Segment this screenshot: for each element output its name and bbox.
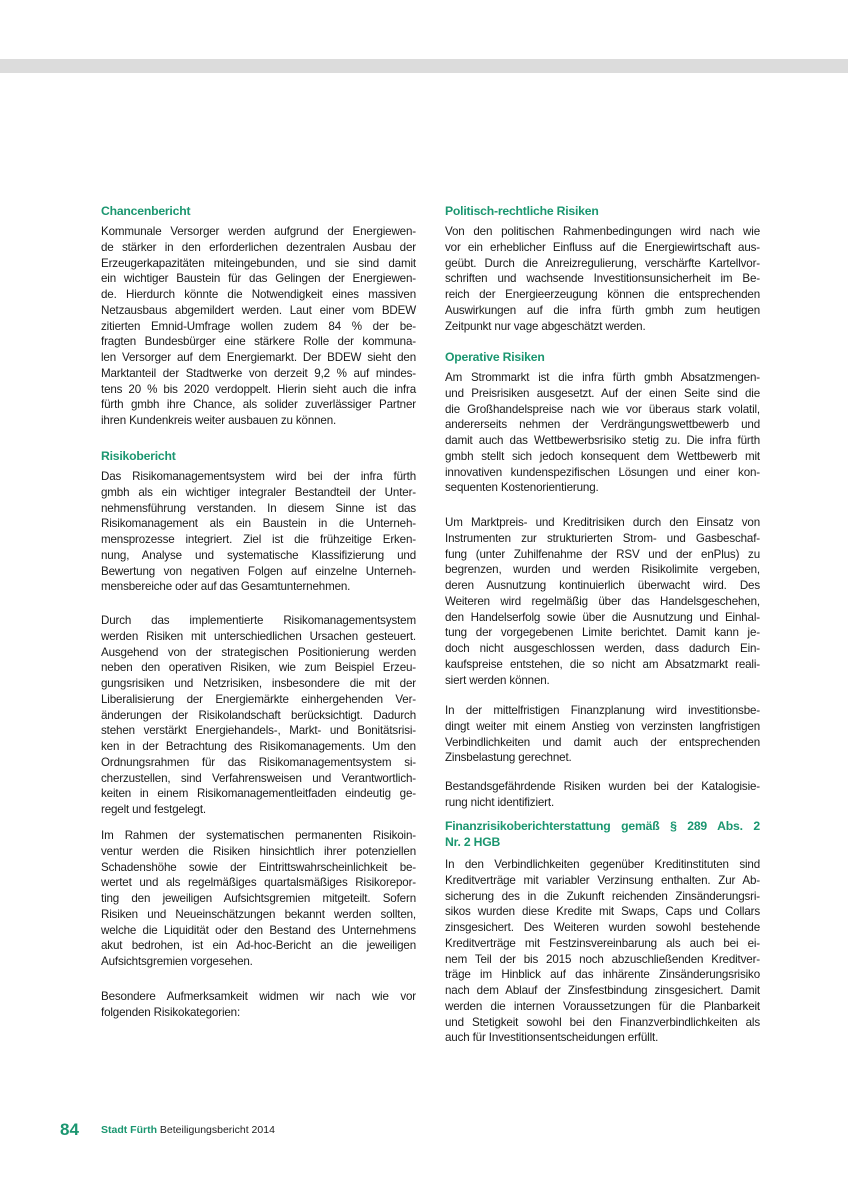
text-line: Im Rahmen der systematischen permanenten Risikoin- <box>101 829 416 842</box>
text-line: werden Risiken mit unterschiedlichen Ursachen gesteuert. <box>101 629 416 643</box>
heading-line: Nr. 2 HGB <box>445 835 501 849</box>
text-line: sikos wurden diese Kredite mit Swaps, Caps und Collars <box>445 905 760 919</box>
text-line: Bewertung von negativen Folgen auf einzelne Unterneh- <box>101 564 416 578</box>
text-line: Marktanteil der Stadtwerke von derzeit 9,2 % auf mindes- <box>101 366 416 380</box>
text-line: kaufspreise entstehen, die so nicht am Absatzmarkt reali- <box>445 657 760 671</box>
heading-operative-risiken: Operative Risiken <box>445 350 545 364</box>
paragraph-risiko-3 <box>101 828 416 970</box>
page-number: 84 <box>60 1120 79 1139</box>
text-line: nehmensführung verstanden. In diesem Sinne ist das <box>101 501 416 515</box>
text-line: Um Marktpreis- und Kreditrisiken durch den Einsatz von <box>445 516 760 529</box>
text-line: Ordnungsrahmen für das Risikomanagementsystem si- <box>101 755 416 769</box>
text-line: fürth gmbh ihre Chance, als solider zuverlässiger Partner <box>101 398 416 412</box>
text-line: mensbereiche oder auf das Gesamtunternehmen. <box>101 580 351 594</box>
text-line: träge im Hinblick auf das inhärente Zinsänderungsrisiko <box>445 968 760 982</box>
text-line: Von den politischen Rahmenbedingungen wird nach wie <box>445 225 760 238</box>
text-line: Besondere Aufmerksamkeit widmen wir nach wie vor <box>101 990 416 1003</box>
text-line: damit auch das Wettbewerbsrisiko stetig zu. Die infra fürth <box>445 434 760 447</box>
text-line: fragten Bundesbürger eine stärkere Rolle der kommuna- <box>101 335 416 349</box>
text-line: regelt und festgelegt. <box>101 803 206 816</box>
text-line: akut bedrohen, ist ein Ad-hoc-Bericht an die jeweiligen <box>101 939 416 953</box>
text-line: fung (unter Zuhilfenahme der RSV und der enPlus) zu <box>445 547 760 561</box>
paragraph-operativ-2 <box>445 515 760 688</box>
text-line: nung, Analyse und systematische Klassifizierung und <box>101 548 416 562</box>
text-line: Kommunale Versorger werden aufgrund der Energiewen- <box>101 225 416 238</box>
text-line: welche die Liquidität oder den Bestand des Unternehmens <box>101 923 416 937</box>
paragraph-operativ-1 <box>445 370 760 496</box>
footer-report-title: Beteiligungsbericht 2014 <box>159 1124 275 1136</box>
paragraph-operativ-4 <box>445 779 760 811</box>
text-line: dingt weiter mit einem Anstieg von verzinsten langfristigen <box>445 719 760 733</box>
text-line: und Preisrisiken ausgesetzt. Auf der einen Seite sind die <box>445 386 760 400</box>
paragraph-chancenbericht <box>101 224 416 429</box>
text-line: de stärker in den erforderlichen dezentralen Ausbau der <box>101 240 416 254</box>
text-line: geübt. Durch die Anreizregulierung, verschärfte Kartellvor- <box>445 256 760 270</box>
text-line: auch für Investitionsentscheidungen erfüllt. <box>445 1031 659 1045</box>
text-line: und Stetigkeit sowohl bei den Finanzverbindlichkeiten als <box>445 1015 760 1029</box>
text-line: gmbh stellt sich jedoch konsequent dem Wettbewerb mit <box>445 449 760 463</box>
text-line: tens 20 % bis 2020 verdoppelt. Hierin sieht auch die infra <box>101 382 416 396</box>
heading-politisch-rechtliche-risiken: Politisch-rechtliche Risiken <box>445 204 599 218</box>
heading-risikobericht: Risikobericht <box>101 449 176 463</box>
text-line: andererseits nehmen der Verdrängungswettbewerb und <box>445 418 760 432</box>
text-line: den Handelserfolg sowie über die Ausnutzung und Einhal- <box>445 610 760 624</box>
text-line: Netzausbaus abgemildert werden. Laut einer vom BDEW <box>101 303 416 317</box>
text-line: Auswirkungen auf die infra fürth gmbh zum heutigen <box>445 303 760 317</box>
text-line: stehen verstärkt Energiehandels-, Markt- und Bonitätsrisi- <box>101 724 416 738</box>
top-bar <box>0 59 848 73</box>
footer-brand: Stadt Fürth <box>101 1124 157 1136</box>
paragraph-finanz <box>445 857 760 1046</box>
text-line: Bestandsgefährdende Risiken wurden bei der Katalogisie- <box>445 780 760 793</box>
text-line: deren Ausnutzung kontinuierlich überwacht wird. Des <box>445 579 760 592</box>
text-line: Risikomanagement als ein Baustein in die Unterneh- <box>101 517 416 531</box>
text-line: rung nicht identifiziert. <box>445 795 555 809</box>
footer-title <box>101 1124 275 1136</box>
text-line: sequenten Kostenorientierung. <box>445 481 599 495</box>
text-line: folgenden Risikokategorien: <box>101 1005 241 1019</box>
text-line: de. Hierdurch könnte die Notwendigkeit eines massiven <box>101 288 416 301</box>
text-line: doch nicht ausgeschlossen werden, dass dadurch Ein- <box>445 642 760 655</box>
text-line: siert werden können. <box>445 673 550 687</box>
text-line: zinsgesichert. Des Weiteren wurden sowohl bestehende <box>445 921 760 934</box>
text-line: len Versorger auf dem Energiemarkt. Der BDEW sieht den <box>101 351 416 364</box>
text-line: werden die internen Voraussetzungen für die Planbarkeit <box>445 999 760 1013</box>
text-line: sicherung des in die Zukunft reichenden Zinsänderungsri- <box>445 889 760 903</box>
text-line: Verbindlichkeiten und damit auch der entsprechenden <box>445 735 760 749</box>
text-line: wertet und als regelmäßiges quartalsmäßiges Risikorepor- <box>101 876 416 890</box>
text-line: Kreditverträge mit variabler Verzinsung enthalten. Zur Ab- <box>445 873 760 887</box>
text-line: reich der Energieerzeugung können die entsprechenden <box>445 288 760 301</box>
text-line: In den Verbindlichkeiten gegenüber Kreditinstituten sind <box>445 858 760 871</box>
heading-chancenbericht: Chancenbericht <box>101 204 191 218</box>
text-line: Schadenshöhe sowie der Eintrittswahrscheinlichkeit be- <box>101 860 416 874</box>
text-line: vor ein erheblicher Einfluss auf die Energiewirtschaft aus- <box>445 240 760 254</box>
text-line: ein wichtiger Baustein für das Gelingen der Energiewen- <box>101 272 416 286</box>
text-line: Das Risikomanagementsystem wird bei der infra fürth <box>101 470 416 483</box>
text-line: Instrumenten zur strukturierten Strom- und Gasbeschaf- <box>445 531 760 545</box>
text-line: cherzustellen, sind Verfahrensweisen und Verantwortlich- <box>101 771 416 785</box>
text-line: ventur werden die Risiken hinsichtlich ihrer potenziellen <box>101 844 416 858</box>
text-line: Zeitpunkt nur vage abgeschätzt werden. <box>445 319 646 333</box>
text-line: ken in der Betrachtung des Risikomanagements. Um den <box>101 740 416 753</box>
heading-finanzrisikoberichterstattung <box>445 818 760 850</box>
text-line: neben den operativen Risiken, wie zum Beispiel Erzeu- <box>101 661 416 675</box>
text-line: tung der vorgegebenen Limite berichtet. Damit kann je- <box>445 626 760 640</box>
text-line: Kreditverträge mit Festzinsvereinbarung als auch bei ei- <box>445 936 760 950</box>
text-line: Aufsichtsgremien vorgesehen. <box>101 955 253 968</box>
text-line: nem Teil der bis 2015 noch abzuschließenden Kreditver- <box>445 952 760 966</box>
paragraph-risiko-4 <box>101 989 416 1021</box>
text-line: schriften und wachsende Investitionsunsicherheit im Be- <box>445 272 760 286</box>
paragraph-operativ-3 <box>445 703 760 766</box>
heading-line: Finanzrisikoberichterstattung gemäß § 289 Abs. 2 <box>445 819 760 833</box>
paragraph-politisch <box>445 224 760 334</box>
text-line: Erzeugerkapazitäten miteingebunden, und sie sind damit <box>101 256 416 270</box>
text-line: die Großhandelspreise nach wie vor überaus stark volatil, <box>445 402 760 416</box>
text-line: Risiken und Neueinschätzungen bekannt werden sollten, <box>101 907 416 921</box>
text-line: begrenzen, wurden und werden Risikolimite vergeben, <box>445 563 760 577</box>
text-line: änderungen der Risikolandschaft berücksichtigt. Dadurch <box>101 708 416 722</box>
paragraph-risiko-2 <box>101 613 416 818</box>
text-line: mensprozesse integriert. Ziel ist die frühzeitige Erken- <box>101 533 416 546</box>
paragraph-risiko-1 <box>101 469 416 595</box>
text-line: Liberalisierung der Energiemärkte einhergehenden Ver- <box>101 692 416 706</box>
text-line: In der mittelfristigen Finanzplanung wird investitionsbe- <box>445 704 760 717</box>
text-line: nach dem Ablauf der Zinsfestbindung zinsgesichert. Damit <box>445 984 760 997</box>
text-line: Zinsbelastung gerechnet. <box>445 751 572 765</box>
text-line: zitierten Emnid-Umfrage wollen zudem 84 % der be- <box>101 319 416 333</box>
text-line: keiten in einem Risikomanagementleitfaden eindeutig ge- <box>101 787 416 801</box>
text-line: gungsrisiken und Netzrisiken, insbesondere die mit der <box>101 677 416 690</box>
text-line: Durch das implementierte Risikomanagementsystem <box>101 614 416 627</box>
text-line: ihren Kundenkreis weiter ausbauen zu können. <box>101 414 337 427</box>
text-line: Weiteren wird regelmäßig über das Handelsgeschehen, <box>445 594 760 608</box>
text-line: ting den jeweiligen Aufsichtsgremien mitgeteilt. Sofern <box>101 892 416 905</box>
text-line: innovativen kundenspezifischen Lösungen und einer kon- <box>445 465 760 479</box>
text-line: Ausgehend von der strategischen Positionierung werden <box>101 645 416 659</box>
text-line: gmbh als ein wichtiger integraler Bestandteil der Unter- <box>101 485 416 499</box>
text-line: Am Strommarkt ist die infra fürth gmbh Absatzmengen- <box>445 371 760 384</box>
